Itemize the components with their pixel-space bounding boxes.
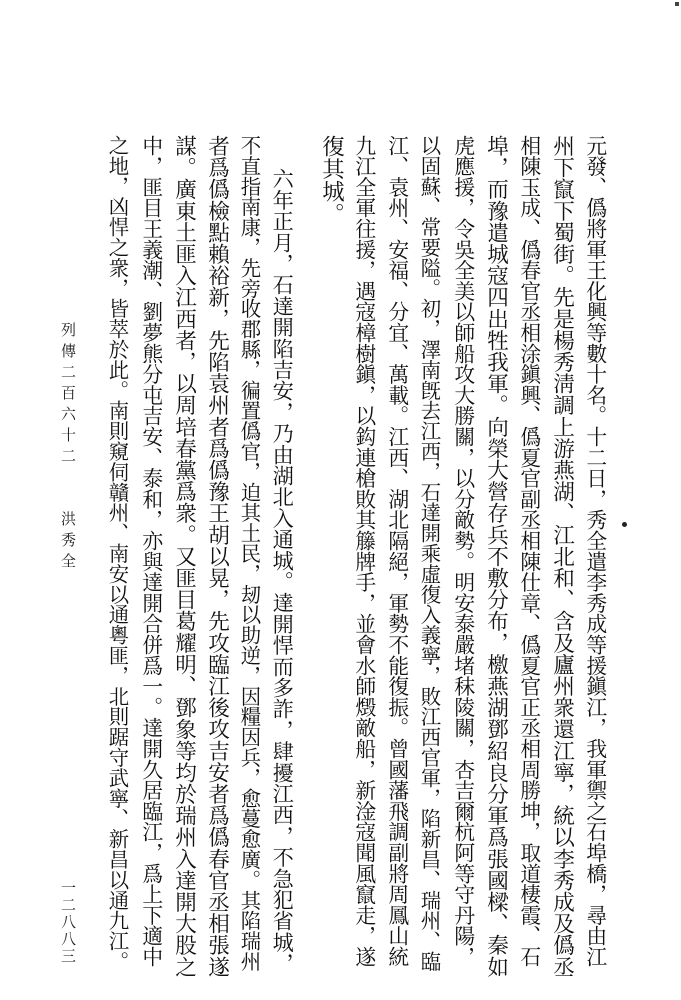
text-column: 相陳玉成、僞春官丞相涂鎭興、僞夏官副丞相陳仕章、僞夏官正丞相周勝坤，取道棲霞、石	[516, 135, 541, 967]
text-column: 元發、僞將軍王化興等數十名。十二日，秀全遣李秀成等援鎭江，我軍禦之石埠橋，尋由江	[582, 135, 607, 967]
text-column: 九江全軍往援，遇寇樟樹鎭，以鈎連槍敗其籐牌手，並會水師燬敵船，新淦寇聞風竄走，遂	[351, 135, 376, 967]
text-column: 復其城。	[318, 135, 345, 225]
text-column: 中，匪目王義潮、劉夢熊分屯吉安、泰和，亦與達開合併爲一。達開久居臨江，爲上下適中	[138, 135, 163, 967]
text-column: 江、袁州、安福、分宜、萬載。江西、湖北隔絕，軍勢不能復振。曾國藩飛調副將周鳳山統	[384, 135, 409, 967]
text-column: 之地，凶悍之衆，皆萃於此。南則窺伺贛州、南安以通粵匪，北則踞守武寧、新昌以通九江。	[105, 135, 130, 972]
running-header: 列傳二百六十二 洪秀全	[59, 322, 77, 574]
text-column: 謀。廣東土匪入江西者，以周培春黨爲衆。又匪目葛耀明、鄧象等均於瑞州入達開大股之	[171, 135, 197, 978]
ink-speck	[622, 522, 627, 527]
text-column: 埠，而豫遣城寇四出牲我軍。向榮大營存兵不敷分布，檄燕湖鄧紹良分軍爲張國樑、秦如	[483, 135, 509, 978]
text-column: 以固蘇、常要隘。初，澤南旣去江西，石達開乘虛復入義寧，敗江西官軍，陷新昌、瑞州、臨	[417, 135, 442, 972]
text-column: 者爲僞檢點賴裕新，先陷袁州者爲僞豫王胡以晃，先攻臨江後攻吉安者爲僞春官丞相張遂	[204, 135, 230, 978]
text-column: 州下竄下蜀街。先是楊秀淸調上游燕湖、江北和、含及廬州衆還江寧，統以李秀成及僞丞	[549, 135, 575, 978]
text-column: 六年正月，石達開陷吉安，乃由湖北入通城。達開悍而多詐，肆擾江西，不急犯省城，	[270, 168, 296, 974]
scan-edge-mark	[675, 2, 679, 6]
text-column: 虎應援，令吳全美以師船攻大勝關，以分敵勢。明安泰嚴堵秣陵關，杏吉爾杭阿等守丹陽，	[450, 135, 475, 967]
page-number: 一二八八三	[59, 880, 77, 965]
text-column: 不直指南康，先旁收郡縣，徧置僞官，迫其土民，刼以助逆，因糧因兵，愈蔓愈廣。其陷瑞州	[237, 135, 262, 972]
